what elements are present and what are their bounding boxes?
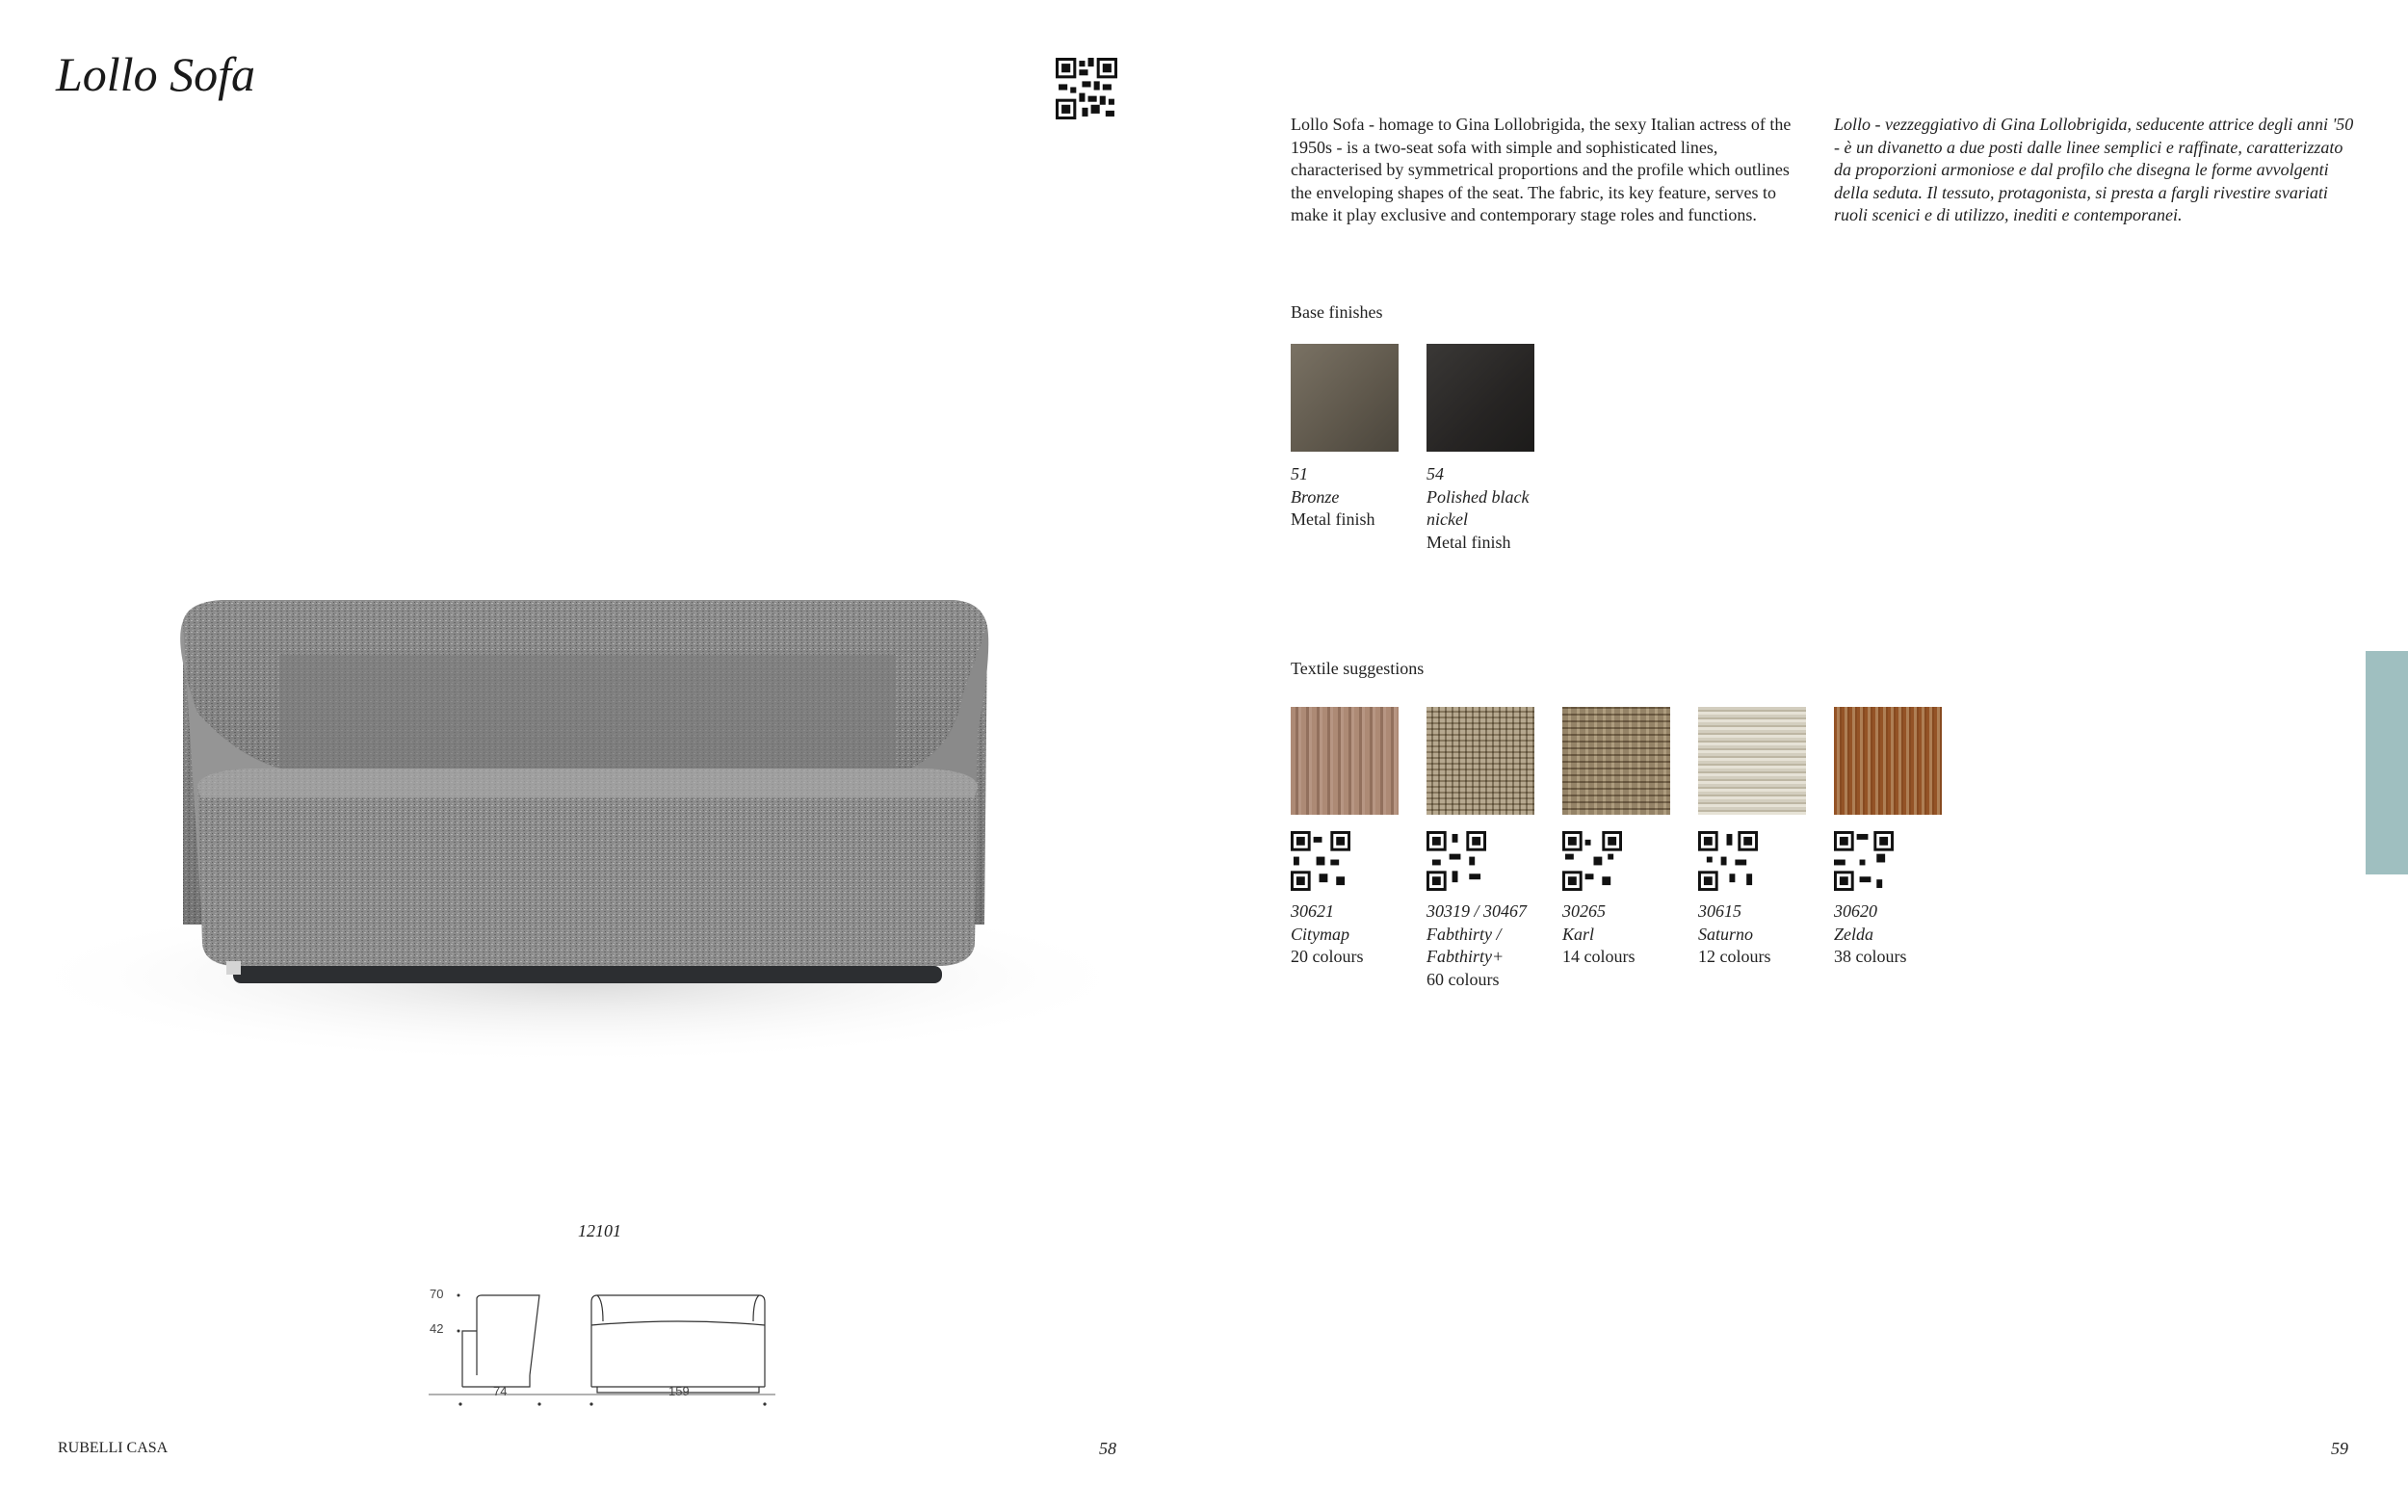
footer-brand: RUBELLI CASA (58, 1440, 169, 1456)
textile-name: Zelda (1834, 924, 1874, 944)
textile-item[interactable] (1426, 707, 1552, 991)
description-it: Lollo - vezzeggiativo di Gina Lollobrigida, seducente attrice degli anni '50 - è un divanetto a due posti dalle linee semplici e raffinate, caratterizzato da proporzioni armoniose e dal profilo che disegna le forme avvolgenti della seduta. Il tessuto, protagonista, si presta a fargli rivestire svariati ruoli scenici e di utilizzo, inediti e contemporanei. (1834, 115, 2354, 224)
textile-colours: 12 colours (1698, 947, 1771, 966)
finish-type: Metal finish (1426, 532, 1511, 552)
page-number-left: 58 (1099, 1439, 1116, 1458)
qr-code-icon[interactable] (1834, 831, 1894, 891)
textile-item[interactable] (1562, 707, 1688, 969)
textile-swatch (1291, 707, 1399, 815)
finish-name: Polished black nickel (1426, 486, 1530, 529)
finish-code: 54 (1426, 464, 1444, 483)
textile-suggestions-heading: Textile suggestions (1291, 659, 1425, 678)
textile-swatch (1562, 707, 1670, 815)
finish-swatch (1426, 344, 1534, 452)
dimension-width: 159 (668, 1384, 690, 1398)
textile-code: 30265 (1562, 901, 1606, 921)
textile-list (1291, 707, 1984, 1015)
textile-code: 30620 (1834, 901, 1877, 921)
textile-swatch (1426, 707, 1534, 815)
qr-code-icon[interactable] (1426, 831, 1486, 891)
textile-code: 30621 (1291, 901, 1334, 921)
finish-item[interactable] (1426, 344, 1542, 554)
textile-swatch (1834, 707, 1942, 815)
textile-code: 30615 (1698, 901, 1741, 921)
finish-code: 51 (1291, 464, 1308, 483)
qr-code-icon[interactable] (1056, 58, 1117, 119)
textile-name: Fabthirty / Fabthirty+ (1426, 924, 1505, 966)
dimension-drawing (424, 1281, 790, 1406)
textile-name: Citymap (1291, 924, 1349, 944)
finish-item[interactable] (1291, 344, 1416, 532)
textile-swatch (1698, 707, 1806, 815)
finish-name: Bronze (1291, 486, 1340, 507)
dimension-lines (424, 1281, 790, 1406)
section-tab[interactable] (2366, 651, 2408, 874)
textile-name: Karl (1562, 924, 1595, 944)
textile-colours: 20 colours (1291, 947, 1364, 966)
textile-colours: 14 colours (1562, 947, 1636, 966)
dimension-depth: 74 (493, 1384, 508, 1398)
dimension-height-total: 70 (430, 1287, 444, 1301)
finish-swatch (1291, 344, 1399, 452)
qr-code-icon[interactable] (1562, 831, 1622, 891)
page-number-right: 59 (2331, 1439, 2348, 1458)
product-code: 12101 (578, 1221, 621, 1240)
textile-item[interactable] (1834, 707, 1959, 969)
textile-code: 30319 / 30467 (1426, 901, 1528, 921)
textile-colours: 38 colours (1834, 947, 1907, 966)
sofa-image (0, 539, 1156, 1117)
base-finishes-heading: Base finishes (1291, 302, 1383, 322)
textile-colours: 60 colours (1426, 969, 1500, 989)
description-en: Lollo Sofa - homage to Gina Lollobrigida, the sexy Italian actress of the 1950s - is a two-seat sofa with simple and sophisticated lines, characterised by symmetrical proportions and the profile which outlines the enveloping shapes of the seat. The fabric, its key feature, serves to make it play exclusive and contemporary stage roles and functions. (1291, 115, 1792, 224)
dimension-seat-height: 42 (430, 1321, 444, 1336)
qr-code-icon[interactable] (1291, 831, 1350, 891)
textile-item[interactable] (1291, 707, 1416, 969)
page-title: Lollo Sofa (56, 47, 255, 101)
qr-code-icon[interactable] (1698, 831, 1758, 891)
finish-type: Metal finish (1291, 509, 1375, 529)
textile-name: Saturno (1698, 924, 1754, 944)
textile-item[interactable] (1698, 707, 1823, 969)
